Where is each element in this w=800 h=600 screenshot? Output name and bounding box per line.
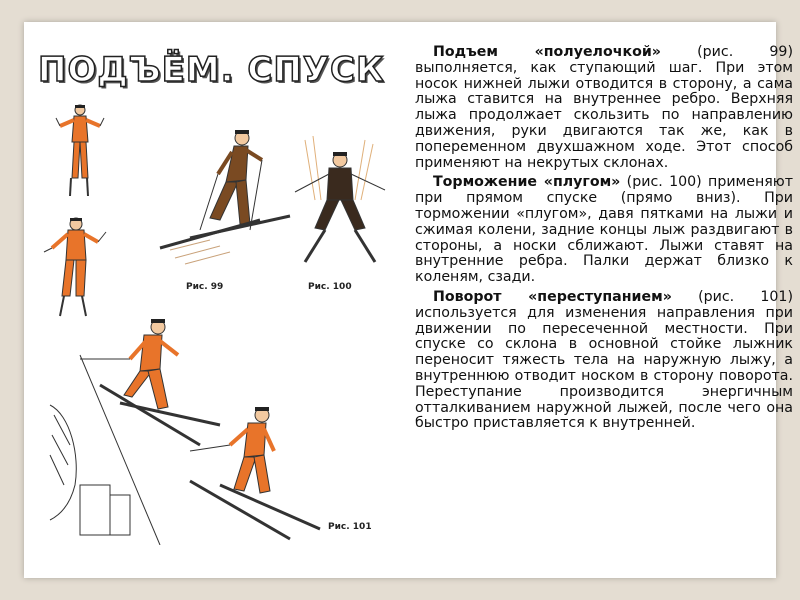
paragraph-tormozhenie-bold: Торможение «плугом» <box>433 174 621 191</box>
paragraph-podem-bold: Подъем «полуелочкой» <box>433 44 661 60</box>
skier-illustration-fig100 <box>285 130 395 270</box>
figure-caption-100: Рис. 100 <box>308 282 352 292</box>
skier-illustration-fig99 <box>150 120 300 270</box>
paragraph-tormozhenie <box>415 175 793 286</box>
paragraph-povorot <box>415 290 793 432</box>
paragraph-tormozhenie-text: (рис. 100) применяют при прямом спуске (прямо вниз). При торможении «плугом», давя пятками на лыжи и сжимая колени, задние концы лыж раздвигают в стороны, а носки сближают. Лыжи ставят на внутренние ребра. Палки держат близко к коленям, сзади. <box>415 174 794 286</box>
paragraph-povorot-bold: Поворот «переступанием» <box>433 288 672 305</box>
skier-illustration-top-left <box>50 100 110 200</box>
paragraph-povorot-text: (рис. 101) используется для изменения направления при движении по пересеченной местности. При спуске со склона в основной стойке лыжник переносит тяжесть тела на наружную лыжу, а внутреннюю отводит носком в сторону поворота. Переступание производится энергичным отталкиванием наружной лыжей, после чего она быстро приставляется к внутренней. <box>415 288 793 432</box>
skier-illustration-fig101 <box>40 315 370 545</box>
paragraph-podem-text: (рис. 99) выполняется, как ступающий шаг. При этом носок нижней лыжи отводится в сторону, а сама лыжа ставится на внутреннее ребро. Верхняя лыжа продолжает скользить по направлению движения, руки двигаются так же, как в попеременном двухшажном ходе. Этот способ применяют на некрутых склонах. <box>415 44 793 171</box>
slide-title: ПОДЪЁМ. СПУСК <box>38 50 385 90</box>
skier-illustration-mid-left <box>40 212 110 322</box>
paragraph-podem <box>415 45 793 171</box>
figure-caption-101: Рис. 101 <box>328 522 372 532</box>
text-body <box>415 45 793 436</box>
figure-caption-99: Рис. 99 <box>186 282 224 292</box>
